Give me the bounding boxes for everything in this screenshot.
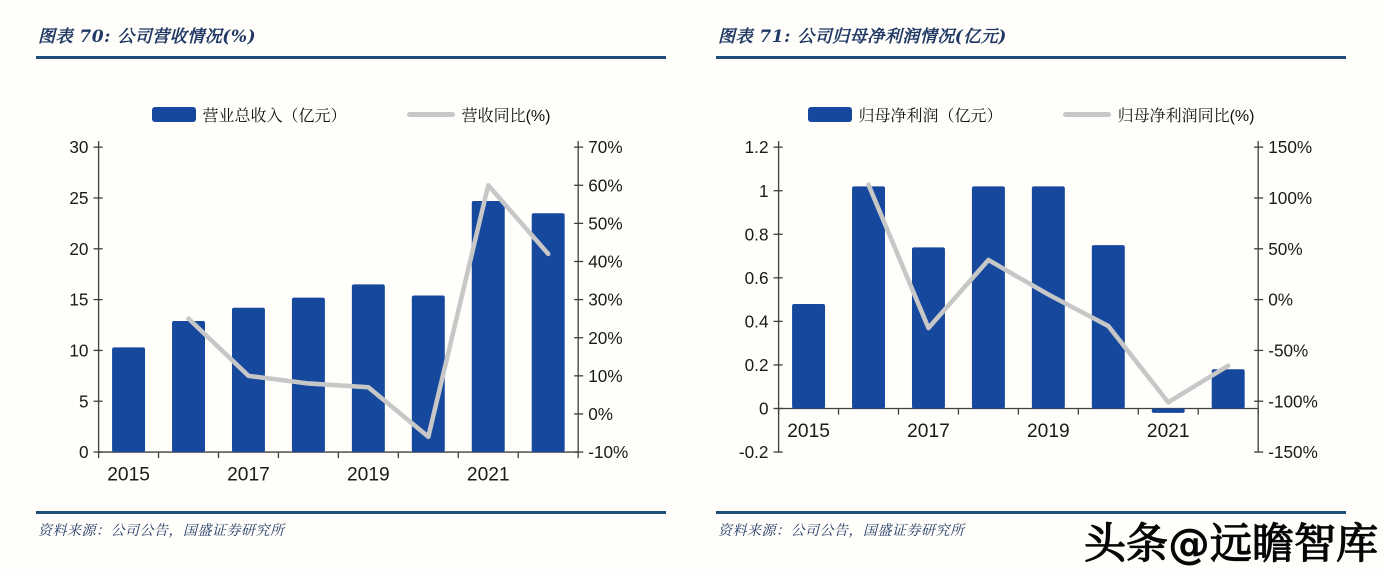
legend-label: 归母净利润（亿元） [858, 107, 1003, 125]
svg-text:5: 5 [78, 391, 89, 412]
svg-text:60%: 60% [588, 175, 623, 196]
bar [532, 213, 565, 452]
bar [352, 284, 385, 452]
svg-text:-100%: -100% [1268, 391, 1318, 412]
watermark-text: 头条@远瞻智库 [1083, 519, 1378, 568]
source-note: 资料来源：公司公告，国盛证券研究所 [718, 522, 965, 539]
svg-text:50%: 50% [588, 213, 623, 234]
revenue-chart-svg [36, 131, 666, 511]
bar [172, 321, 205, 452]
svg-text:2015: 2015 [787, 420, 830, 442]
svg-text:2017: 2017 [907, 420, 950, 442]
legend-item [407, 103, 551, 126]
line-swatch-icon [1063, 112, 1111, 117]
panel-net-profit [716, 16, 1346, 540]
bar [792, 304, 825, 409]
svg-text:100%: 100% [1268, 188, 1313, 209]
svg-text:2015: 2015 [107, 464, 150, 486]
revenue-chart [36, 101, 666, 511]
revenue-legend [36, 101, 666, 127]
bar [292, 298, 325, 452]
legend-item [1063, 103, 1255, 126]
svg-text:0.2: 0.2 [744, 354, 769, 375]
svg-text:0.6: 0.6 [744, 267, 769, 288]
bar [112, 347, 145, 452]
svg-text:2017: 2017 [227, 464, 270, 486]
svg-text:1: 1 [758, 180, 769, 201]
legend-item [808, 103, 1003, 126]
bar [232, 308, 265, 452]
source-note: 资料来源：公司公告，国盛证券研究所 [38, 522, 285, 539]
bar-swatch-icon [808, 107, 852, 122]
svg-text:2021: 2021 [1146, 420, 1190, 442]
svg-text:25: 25 [69, 188, 89, 209]
svg-text:2021: 2021 [466, 464, 510, 486]
legend-label: 营业总收入（亿元） [202, 107, 347, 125]
svg-text:150%: 150% [1268, 137, 1313, 158]
svg-text:20: 20 [69, 238, 89, 259]
svg-text:10%: 10% [588, 365, 623, 386]
line-swatch-icon [407, 112, 455, 117]
svg-text:15: 15 [69, 289, 89, 310]
title-rule [36, 56, 666, 59]
svg-text:10: 10 [69, 340, 89, 361]
svg-text:0%: 0% [1268, 289, 1294, 310]
bar [852, 186, 885, 408]
bottom-rule [36, 511, 666, 514]
legend-item [152, 103, 347, 126]
svg-text:1.2: 1.2 [744, 137, 769, 158]
svg-text:-50%: -50% [1268, 340, 1309, 361]
svg-text:0: 0 [758, 398, 769, 419]
svg-text:-150%: -150% [1268, 442, 1318, 463]
svg-text:50%: 50% [1268, 238, 1303, 259]
svg-text:2019: 2019 [1027, 420, 1070, 442]
watermark [1083, 519, 1378, 568]
svg-text:0.4: 0.4 [744, 311, 769, 332]
figure-panels [36, 16, 1346, 540]
bar [1152, 408, 1185, 412]
legend-label: 归母净利润同比(%) [1117, 107, 1255, 125]
svg-text:-0.2: -0.2 [738, 442, 769, 463]
svg-text:30: 30 [69, 137, 89, 158]
bottom-rule [716, 511, 1346, 514]
net-profit-chart [716, 101, 1346, 511]
figure-71-title: 图表 71: 公司归母净利润情况(亿元) [718, 27, 1007, 47]
bar-swatch-icon [152, 107, 196, 122]
svg-text:0%: 0% [588, 403, 614, 424]
svg-text:40%: 40% [588, 251, 623, 272]
svg-text:20%: 20% [588, 327, 623, 348]
figure-70-title: 图表 70: 公司营收情况(%) [38, 27, 257, 47]
svg-text:-10%: -10% [588, 442, 629, 463]
svg-text:30%: 30% [588, 289, 623, 310]
svg-text:0.8: 0.8 [744, 224, 769, 245]
svg-text:70%: 70% [588, 137, 623, 158]
svg-text:2019: 2019 [347, 464, 390, 486]
bar [1032, 186, 1065, 408]
legend-label: 营收同比(%) [461, 107, 551, 125]
bar [972, 186, 1005, 408]
svg-text:0: 0 [78, 442, 89, 463]
title-rule [716, 56, 1346, 59]
net-profit-chart-svg [716, 131, 1346, 511]
net-profit-legend [716, 101, 1346, 127]
panel-revenue [36, 16, 666, 540]
